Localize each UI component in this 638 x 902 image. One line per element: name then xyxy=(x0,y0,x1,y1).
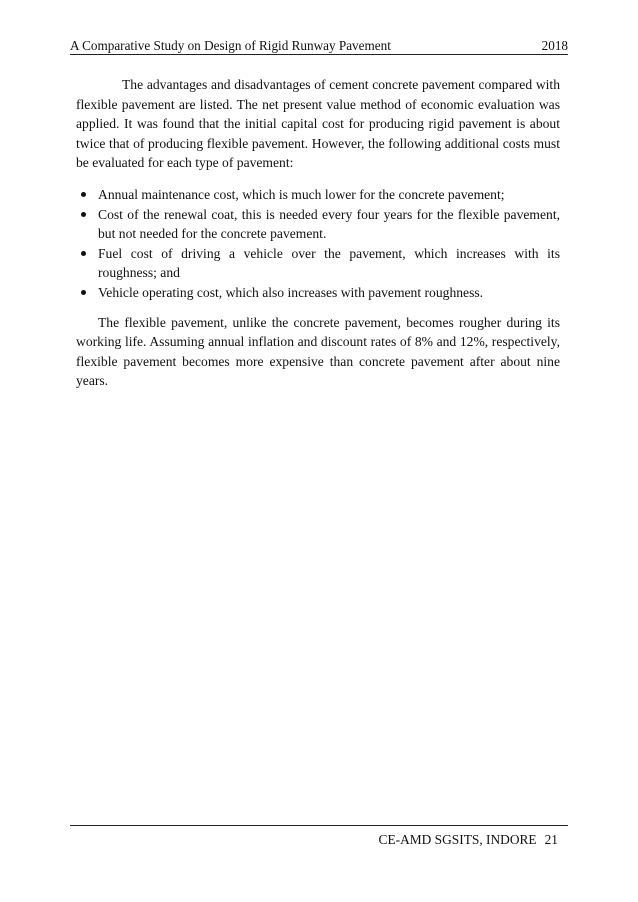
page-header xyxy=(70,38,568,55)
list-item-text: Annual maintenance cost, which is much lower for the concrete pavement; xyxy=(98,186,505,202)
header-title: A Comparative Study on Design of Rigid Runway Pavement xyxy=(70,38,391,53)
list-item-text: Fuel cost of driving a vehicle over the pavement, which increases with its roughness; and xyxy=(98,245,560,281)
list-item-text: Vehicle operating cost, which also increases with pavement roughness. xyxy=(98,284,484,300)
paragraph-conclusion: The flexible pavement, unlike the concrete pavement, becomes rougher during its working life. Assuming annual inflation and discount rates of 8% and 12%, respectively, flexible pavement becomes more expensive than concrete pavement after about nine years. xyxy=(76,314,560,389)
page-footer xyxy=(379,832,558,848)
body-content xyxy=(76,75,560,391)
list-item xyxy=(76,244,560,283)
page-number: 21 xyxy=(544,832,558,847)
bullet-icon xyxy=(81,251,86,256)
bullet-icon xyxy=(81,192,86,197)
paragraph-intro: The advantages and disadvantages of cement concrete pavement compared with flexible pavement are listed. The net present value method of economic evaluation was applied. It was found that the initial capital cost for producing rigid pavement is about twice that of producing flexible pavement. However, the following additional costs must be evaluated for each type of pavement: xyxy=(76,77,560,171)
header-year: 2018 xyxy=(541,38,568,53)
list-item-text: Cost of the renewal coat, this is needed every four years for the flexible pavement, but not needed for the concrete pavement. xyxy=(98,206,560,242)
footer-divider xyxy=(70,825,568,826)
bullet-icon xyxy=(81,212,86,217)
bullet-icon xyxy=(81,290,86,295)
footer-institution: CE-AMD SGSITS, INDORE xyxy=(378,832,537,847)
list-item xyxy=(76,283,560,303)
list-item xyxy=(76,205,560,244)
list-item xyxy=(76,185,560,205)
cost-bullet-list xyxy=(76,185,560,303)
